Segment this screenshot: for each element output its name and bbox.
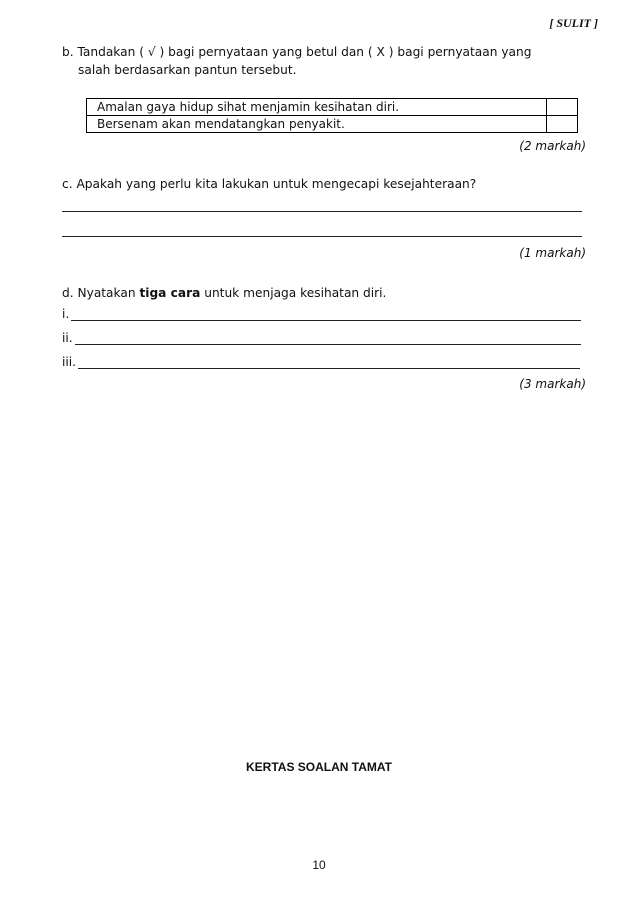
question-d-emphasis: tiga cara — [139, 286, 201, 300]
classification-header: [ SULIT ] — [549, 16, 598, 30]
item-number: i. — [62, 307, 70, 321]
answer-line[interactable] — [62, 236, 582, 237]
question-d-prefix: d. Nyatakan — [62, 286, 140, 300]
page-number: 10 — [312, 858, 326, 872]
statement-row — [87, 116, 578, 133]
statement-text: Bersenam akan mendatangkan penyakit. — [87, 116, 547, 133]
answer-line[interactable] — [78, 356, 580, 369]
answer-box[interactable] — [547, 116, 578, 133]
answer-item-1 — [62, 307, 581, 321]
item-number: iii. — [62, 355, 77, 369]
answer-line[interactable] — [71, 308, 581, 321]
answer-item-3 — [62, 355, 580, 369]
statement-row — [87, 99, 578, 116]
question-b-marks: (2 markah) — [519, 139, 586, 153]
answer-line[interactable] — [75, 332, 581, 345]
question-c-marks: (1 markah) — [519, 246, 586, 260]
item-number: ii. — [62, 331, 73, 345]
statement-table — [86, 98, 578, 133]
answer-line[interactable] — [62, 211, 582, 212]
question-b-line1: b. Tandakan ( √ ) bagi pernyataan yang betul dan ( X ) bagi pernyataan yang — [62, 45, 532, 59]
end-of-paper-title: KERTAS SOALAN TAMAT — [246, 760, 392, 774]
statement-text: Amalan gaya hidup sihat menjamin kesihatan diri. — [87, 99, 547, 116]
question-d-suffix: untuk menjaga kesihatan diri. — [200, 286, 387, 300]
answer-item-2 — [62, 331, 581, 345]
answer-box[interactable] — [547, 99, 578, 116]
question-b-line2: salah berdasarkan pantun tersebut. — [78, 63, 297, 77]
question-d-marks: (3 markah) — [519, 377, 586, 391]
question-c-text: c. Apakah yang perlu kita lakukan untuk mengecapi kesejahteraan? — [62, 177, 477, 191]
question-d-text — [62, 284, 386, 302]
